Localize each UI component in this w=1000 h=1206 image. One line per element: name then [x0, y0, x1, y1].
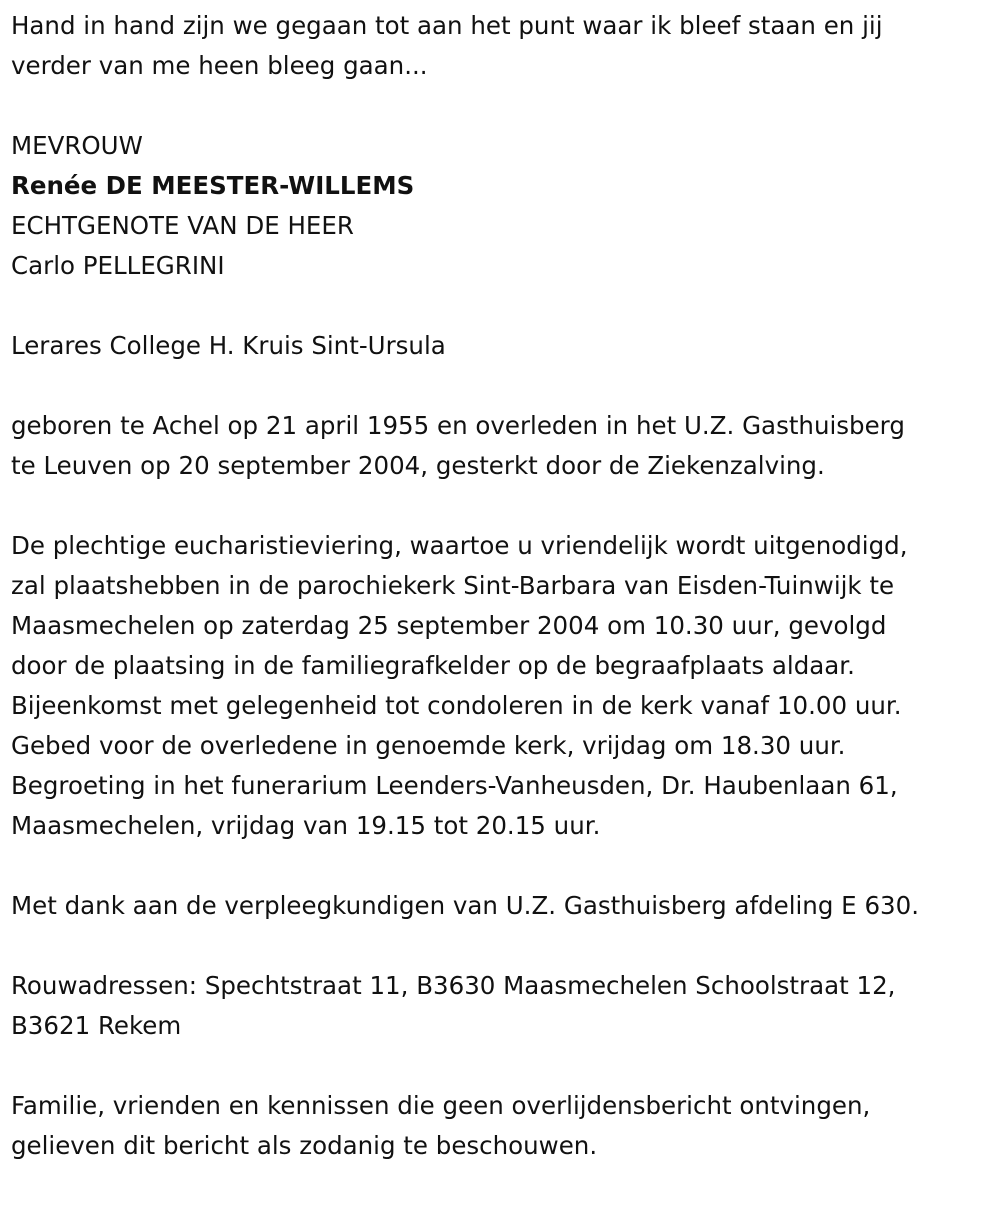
- ceremony-line-2: zal plaatshebben in de parochiekerk Sint-Barbara van Eisden-Tuinwijk te: [11, 571, 895, 600]
- deceased-header: [11, 126, 989, 286]
- birth-death-paragraph: [11, 406, 989, 486]
- birth-death-line-1: geboren te Achel op 21 april 1955 en overleden in het U.Z. Gasthuisberg: [11, 411, 905, 440]
- spacer: [11, 926, 989, 966]
- ceremony-line-6: Gebed voor de overledene in genoemde kerk, vrijdag om 18.30 uur.: [11, 731, 846, 760]
- notice-paragraph: [11, 1086, 989, 1166]
- spacer: [11, 486, 989, 526]
- occupation: Lerares College H. Kruis Sint-Ursula: [11, 331, 446, 360]
- spacer: [11, 86, 989, 126]
- ceremony-line-5: Bijeenkomst met gelegenheid tot condoleren in de kerk vanaf 10.00 uur.: [11, 691, 902, 720]
- birth-death-line-2: te Leuven op 20 september 2004, gesterkt door de Ziekenzalving.: [11, 451, 825, 480]
- opening-quote-line-2: verder van me heen bleeg gaan...: [11, 51, 428, 80]
- ceremony-line-7: Begroeting in het funerarium Leenders-Vanheusden, Dr. Haubenlaan 61,: [11, 771, 898, 800]
- honorific-title: MEVROUW: [11, 131, 143, 160]
- ceremony-paragraph: [11, 526, 989, 846]
- addresses-line-2: B3621 Rekem: [11, 1011, 182, 1040]
- spacer: [11, 1046, 989, 1086]
- ceremony-line-3: Maasmechelen op zaterdag 25 september 2004 om 10.30 uur, gevolgd: [11, 611, 887, 640]
- spouse-relation: ECHTGENOTE VAN DE HEER: [11, 211, 354, 240]
- opening-quote: [11, 6, 989, 86]
- addresses-line-1: Rouwadressen: Spechtstraat 11, B3630 Maasmechelen Schoolstraat 12,: [11, 971, 896, 1000]
- spacer: [11, 286, 989, 326]
- addresses-paragraph: [11, 966, 989, 1046]
- spacer: [11, 846, 989, 886]
- ceremony-line-4: door de plaatsing in de familiegrafkelder op de begraafplaats aldaar.: [11, 651, 855, 680]
- opening-quote-line-1: Hand in hand zijn we gegaan tot aan het punt waar ik bleef staan en jij: [11, 11, 883, 40]
- notice-line-1: Familie, vrienden en kennissen die geen overlijdensbericht ontvingen,: [11, 1091, 871, 1120]
- thanks-line: Met dank aan de verpleegkundigen van U.Z. Gasthuisberg afdeling E 630.: [11, 891, 919, 920]
- spacer: [11, 366, 989, 406]
- spouse-name: Carlo PELLEGRINI: [11, 251, 225, 280]
- deceased-name: Renée DE MEESTER-WILLEMS: [11, 171, 415, 200]
- ceremony-line-8: Maasmechelen, vrijdag van 19.15 tot 20.15 uur.: [11, 811, 601, 840]
- notice-line-2: gelieven dit bericht als zodanig te beschouwen.: [11, 1131, 598, 1160]
- ceremony-line-1: De plechtige eucharistieviering, waartoe u vriendelijk wordt uitgenodigd,: [11, 531, 908, 560]
